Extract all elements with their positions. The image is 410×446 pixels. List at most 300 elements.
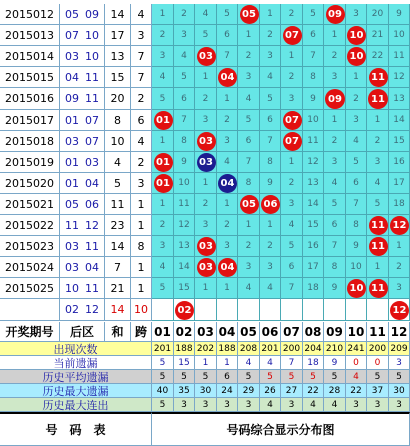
grid-cell [152, 173, 174, 194]
grid-cell: 4 [152, 257, 174, 278]
grid-cell [346, 299, 367, 321]
grid-cell: 3 [260, 46, 281, 67]
grid-cell [346, 278, 367, 299]
grid-cell: 5 [152, 278, 174, 299]
grid-cell: 1 [152, 194, 174, 215]
issue-number: 2015012 [0, 4, 60, 25]
grid-cell: 9 [346, 236, 367, 257]
grid-cell [174, 299, 195, 321]
back-number: 03 [65, 239, 79, 253]
grid-cell: 4 [174, 46, 195, 67]
grid-cell [195, 299, 217, 321]
span-value: 10 [131, 299, 152, 321]
grid-cell [195, 257, 217, 278]
grid-cell: 3 [346, 4, 367, 25]
grid-cell: 2 [217, 215, 238, 236]
stat-value: 1 [195, 356, 217, 370]
grid-cell: 10 [303, 110, 324, 131]
grid-cell: 2 [174, 4, 195, 25]
grid-cell: 20 [367, 4, 389, 25]
grid-cell: 3 [324, 67, 346, 88]
grid-cell: 5 [281, 236, 303, 257]
grid-cell: 9 [324, 278, 346, 299]
grid-cell: 8 [346, 215, 367, 236]
back-number: 01 [65, 113, 79, 127]
number-column-header: 07 [281, 322, 303, 342]
grid-cell: 7 [260, 131, 281, 152]
drawn-number-ball: 03 [197, 258, 216, 277]
grid-cell: 2 [281, 173, 303, 194]
back-number: 03 [65, 134, 79, 148]
grid-cell: 4 [260, 278, 281, 299]
span-value: 1 [131, 257, 152, 278]
grid-cell: 4 [346, 131, 367, 152]
grid-cell: 10 [389, 25, 410, 46]
back-number: 10 [85, 28, 99, 42]
grid-cell: 6 [174, 88, 195, 110]
grid-cell: 17 [303, 257, 324, 278]
grid-cell: 2 [367, 131, 389, 152]
drawn-number-ball: 10 [347, 26, 366, 45]
grid-cell: 8 [303, 67, 324, 88]
stat-value: 201 [152, 342, 174, 356]
stat-value: 201 [260, 342, 281, 356]
drawn-number-ball: 06 [261, 195, 280, 214]
grid-cell: 2 [238, 46, 260, 67]
grid-cell [152, 299, 174, 321]
grid-cell: 6 [238, 131, 260, 152]
grid-cell: 1 [389, 236, 410, 257]
grid-cell [346, 25, 367, 46]
drawn-number-ball: 03 [197, 237, 216, 256]
number-column-header: 03 [195, 322, 217, 342]
grid-cell [367, 215, 389, 236]
grid-cell [389, 215, 410, 236]
grid-cell: 13 [389, 88, 410, 110]
grid-cell: 2 [324, 131, 346, 152]
grid-cell [303, 299, 324, 321]
grid-cell [217, 173, 238, 194]
grid-cell: 1 [217, 88, 238, 110]
issue-number: 2015021 [0, 194, 60, 215]
sum-value: 23 [105, 215, 131, 236]
grid-cell: 2 [281, 4, 303, 25]
grid-cell: 3 [174, 25, 195, 46]
grid-cell: 7 [324, 236, 346, 257]
back-number: 02 [65, 303, 79, 316]
grid-cell: 2 [238, 236, 260, 257]
issue-number: 2015016 [0, 88, 60, 110]
grid-cell: 3 [195, 215, 217, 236]
back-number: 10 [85, 49, 99, 63]
back-number: 11 [85, 281, 99, 295]
sum-value: 10 [105, 131, 131, 152]
stat-value: 22 [303, 384, 324, 398]
grid-cell: 3 [238, 257, 260, 278]
issue-number: 2015020 [0, 173, 60, 194]
stat-value: 5 [260, 370, 281, 384]
number-column-header: 02 [174, 322, 195, 342]
drawn-number-ball: 07 [283, 26, 302, 45]
grid-cell: 13 [174, 236, 195, 257]
grid-cell: 5 [174, 67, 195, 88]
back-zone-numbers [60, 110, 105, 131]
header-issue: 开奖期号 [0, 322, 60, 342]
stat-value: 5 [152, 370, 174, 384]
drawn-number-ball: 03 [197, 47, 216, 66]
sum-value: 15 [105, 67, 131, 88]
grid-cell [152, 152, 174, 173]
drawn-number-ball: 11 [369, 68, 388, 87]
issue-number: 2015015 [0, 67, 60, 88]
grid-cell: 14 [389, 110, 410, 131]
grid-cell: 4 [367, 173, 389, 194]
grid-cell: 2 [346, 88, 367, 110]
grid-cell: 10 [346, 257, 367, 278]
sum-value: 17 [105, 25, 131, 46]
back-zone-numbers [60, 131, 105, 152]
back-zone-numbers [60, 236, 105, 257]
stat-label: 历史平均遗漏 [0, 370, 152, 384]
grid-cell: 4 [281, 215, 303, 236]
grid-cell: 6 [217, 25, 238, 46]
back-number: 04 [85, 176, 99, 190]
drawn-number-ball: 03 [197, 153, 216, 172]
back-number: 11 [85, 239, 99, 253]
drawn-number-ball: 04 [218, 258, 237, 277]
grid-cell: 7 [346, 194, 367, 215]
sum-value: 13 [105, 46, 131, 67]
grid-cell: 7 [174, 110, 195, 131]
drawn-number-ball: 10 [347, 279, 366, 298]
stat-value: 4 [238, 356, 260, 370]
back-zone-numbers [60, 88, 105, 110]
stat-value: 3 [217, 398, 238, 412]
grid-cell: 3 [281, 194, 303, 215]
sum-value: 7 [105, 257, 131, 278]
drawn-number-ball: 12 [390, 216, 409, 235]
grid-cell: 1 [367, 110, 389, 131]
span-value: 3 [131, 25, 152, 46]
stat-value: 3 [346, 398, 367, 412]
grid-cell [324, 4, 346, 25]
stat-value: 4 [260, 398, 281, 412]
grid-cell: 4 [238, 88, 260, 110]
grid-cell: 5 [260, 88, 281, 110]
drawn-number-ball: 07 [283, 111, 302, 130]
drawn-number-ball: 07 [283, 132, 302, 151]
stat-value: 4 [346, 370, 367, 384]
back-number: 05 [65, 197, 79, 211]
grid-cell: 22 [367, 46, 389, 67]
back-number: 04 [65, 70, 79, 84]
stat-value: 200 [281, 342, 303, 356]
grid-cell: 18 [389, 194, 410, 215]
grid-cell: 1 [195, 67, 217, 88]
span-value: 7 [131, 46, 152, 67]
back-number: 09 [85, 7, 99, 21]
grid-cell: 4 [260, 67, 281, 88]
grid-cell [195, 46, 217, 67]
stat-value: 26 [260, 384, 281, 398]
drawn-number-ball: 09 [326, 5, 345, 24]
grid-cell: 8 [324, 257, 346, 278]
grid-cell: 2 [217, 110, 238, 131]
grid-cell: 3 [152, 236, 174, 257]
issue-number [0, 299, 60, 321]
stat-value: 202 [195, 342, 217, 356]
grid-cell: 15 [303, 215, 324, 236]
stat-value: 30 [195, 384, 217, 398]
grid-cell [238, 194, 260, 215]
grid-cell: 8 [260, 152, 281, 173]
grid-cell: 1 [281, 46, 303, 67]
stat-value: 22 [346, 384, 367, 398]
grid-cell: 2 [195, 88, 217, 110]
number-column-header: 12 [389, 322, 410, 342]
grid-cell [238, 4, 260, 25]
back-zone-numbers [60, 152, 105, 173]
grid-cell [260, 194, 281, 215]
grid-cell [195, 236, 217, 257]
grid-cell: 2 [389, 257, 410, 278]
drawn-number-ball: 09 [325, 89, 345, 109]
stat-value: 5 [303, 370, 324, 384]
grid-cell [389, 299, 410, 321]
stat-value: 0 [346, 356, 367, 370]
drawn-number-ball: 01 [154, 174, 173, 193]
stat-value: 35 [174, 384, 195, 398]
stat-value: 40 [152, 384, 174, 398]
back-number: 09 [65, 92, 79, 105]
grid-cell: 11 [389, 46, 410, 67]
stat-value: 188 [217, 342, 238, 356]
sum-value: 5 [105, 173, 131, 194]
back-number: 10 [65, 281, 79, 295]
back-number: 12 [85, 303, 99, 316]
grid-cell [367, 88, 389, 110]
grid-cell: 16 [389, 152, 410, 173]
back-zone-numbers [60, 173, 105, 194]
grid-cell: 7 [217, 46, 238, 67]
grid-cell: 5 [324, 194, 346, 215]
number-column-header: 04 [217, 322, 238, 342]
grid-cell: 18 [303, 278, 324, 299]
grid-cell: 1 [324, 25, 346, 46]
grid-cell: 3 [260, 257, 281, 278]
span-value: 3 [131, 173, 152, 194]
grid-cell: 1 [152, 4, 174, 25]
sum-value: 14 [105, 4, 131, 25]
stat-value: 188 [174, 342, 195, 356]
back-number: 11 [85, 70, 99, 84]
back-number: 11 [65, 218, 79, 232]
stat-value: 7 [281, 356, 303, 370]
drawn-number-ball: 11 [368, 89, 388, 109]
grid-cell: 10 [174, 173, 195, 194]
back-zone-numbers [60, 4, 105, 25]
back-zone-numbers [60, 299, 105, 321]
stat-value: 5 [195, 370, 217, 384]
grid-cell: 1 [260, 215, 281, 236]
stat-value: 4 [303, 398, 324, 412]
grid-cell: 4 [195, 4, 217, 25]
grid-cell: 5 [238, 110, 260, 131]
grid-cell: 5 [152, 88, 174, 110]
stat-value: 210 [324, 342, 346, 356]
grid-cell: 5 [195, 25, 217, 46]
number-column-header: 09 [324, 322, 346, 342]
grid-cell [281, 25, 303, 46]
back-number: 01 [65, 155, 79, 169]
grid-cell [195, 131, 217, 152]
grid-cell: 8 [174, 131, 195, 152]
number-column-header: 05 [238, 322, 260, 342]
sum-value: 8 [105, 110, 131, 131]
grid-cell: 3 [281, 88, 303, 110]
drawn-number-ball: 10 [347, 47, 366, 66]
drawn-number-ball: 01 [154, 111, 173, 130]
stat-value: 208 [238, 342, 260, 356]
stat-label: 历史最大遗漏 [0, 384, 152, 398]
stat-value: 5 [389, 370, 410, 384]
grid-cell: 9 [389, 4, 410, 25]
grid-cell [238, 299, 260, 321]
grid-cell: 3 [389, 278, 410, 299]
grid-cell: 5 [346, 152, 367, 173]
header-back-zone: 后区 [60, 322, 105, 342]
grid-cell [367, 67, 389, 88]
grid-cell [217, 67, 238, 88]
grid-cell: 2 [152, 215, 174, 236]
back-number: 12 [85, 218, 99, 232]
stat-value: 5 [238, 370, 260, 384]
grid-cell [324, 88, 346, 110]
grid-cell: 12 [174, 215, 195, 236]
stat-label: 当前遗漏 [0, 356, 152, 370]
grid-cell: 13 [303, 173, 324, 194]
grid-cell [367, 299, 389, 321]
grid-cell: 14 [303, 194, 324, 215]
grid-cell: 5 [217, 4, 238, 25]
stat-value: 6 [217, 370, 238, 384]
grid-cell: 12 [389, 67, 410, 88]
grid-cell: 7 [281, 278, 303, 299]
number-column-header: 01 [152, 322, 174, 342]
stat-value: 24 [217, 384, 238, 398]
grid-cell: 21 [367, 25, 389, 46]
stat-value: 1 [217, 356, 238, 370]
grid-cell: 1 [346, 67, 367, 88]
number-column-header: 06 [260, 322, 281, 342]
span-value: 1 [131, 194, 152, 215]
grid-cell [324, 299, 346, 321]
grid-cell: 6 [260, 110, 281, 131]
stat-value: 9 [324, 356, 346, 370]
stat-value: 0 [367, 356, 389, 370]
span-value: 7 [131, 67, 152, 88]
back-number: 05 [65, 7, 79, 21]
back-zone-numbers [60, 278, 105, 299]
grid-cell: 2 [152, 25, 174, 46]
span-value: 6 [131, 110, 152, 131]
grid-cell: 6 [303, 25, 324, 46]
grid-cell: 14 [174, 257, 195, 278]
drawn-number-ball: 01 [154, 153, 173, 172]
header-span: 跨 [131, 322, 152, 342]
back-zone-numbers [60, 194, 105, 215]
stat-value: 204 [303, 342, 324, 356]
stat-value: 3 [238, 398, 260, 412]
back-number: 11 [85, 92, 99, 105]
grid-cell: 1 [324, 110, 346, 131]
span-value: 8 [131, 236, 152, 257]
grid-cell: 7 [238, 152, 260, 173]
grid-cell [260, 299, 281, 321]
grid-cell: 2 [281, 67, 303, 88]
stat-value: 4 [324, 398, 346, 412]
issue-number: 2015018 [0, 131, 60, 152]
stat-value: 209 [389, 342, 410, 356]
issue-number: 2015017 [0, 110, 60, 131]
issue-number: 2015019 [0, 152, 60, 173]
grid-cell: 12 [303, 152, 324, 173]
back-number: 01 [65, 176, 79, 190]
grid-cell [281, 131, 303, 152]
span-value: 4 [131, 4, 152, 25]
grid-cell: 6 [346, 173, 367, 194]
grid-cell: 4 [324, 173, 346, 194]
grid-cell: 1 [238, 215, 260, 236]
drawn-number-ball: 11 [369, 279, 388, 298]
stat-value: 18 [303, 356, 324, 370]
grid-cell: 1 [217, 278, 238, 299]
back-number: 03 [65, 260, 79, 274]
grid-cell: 11 [303, 131, 324, 152]
grid-cell: 9 [303, 88, 324, 110]
stat-value: 3 [281, 398, 303, 412]
stat-value: 5 [152, 356, 174, 370]
grid-cell [152, 110, 174, 131]
back-number: 04 [85, 260, 99, 274]
span-value: 1 [131, 278, 152, 299]
sum-value: 21 [105, 278, 131, 299]
stat-value: 30 [389, 384, 410, 398]
sum-value: 14 [105, 236, 131, 257]
stat-value: 4 [260, 356, 281, 370]
grid-cell: 3 [217, 131, 238, 152]
number-column-header: 10 [346, 322, 367, 342]
drawn-number-ball: 02 [175, 301, 194, 320]
stat-value: 29 [238, 384, 260, 398]
grid-cell: 1 [195, 278, 217, 299]
sum-value: 20 [105, 88, 131, 110]
stat-value: 3 [174, 398, 195, 412]
issue-number: 2015023 [0, 236, 60, 257]
grid-cell: 4 [238, 278, 260, 299]
back-zone-numbers [60, 25, 105, 46]
grid-cell: 2 [260, 236, 281, 257]
grid-cell: 4 [152, 67, 174, 88]
stat-value: 5 [324, 370, 346, 384]
stat-value: 5 [152, 398, 174, 412]
grid-cell: 11 [174, 194, 195, 215]
stat-value: 3 [367, 398, 389, 412]
stat-value: 241 [346, 342, 367, 356]
back-zone-numbers [60, 67, 105, 88]
grid-cell: 5 [303, 4, 324, 25]
stat-value: 5 [174, 370, 195, 384]
